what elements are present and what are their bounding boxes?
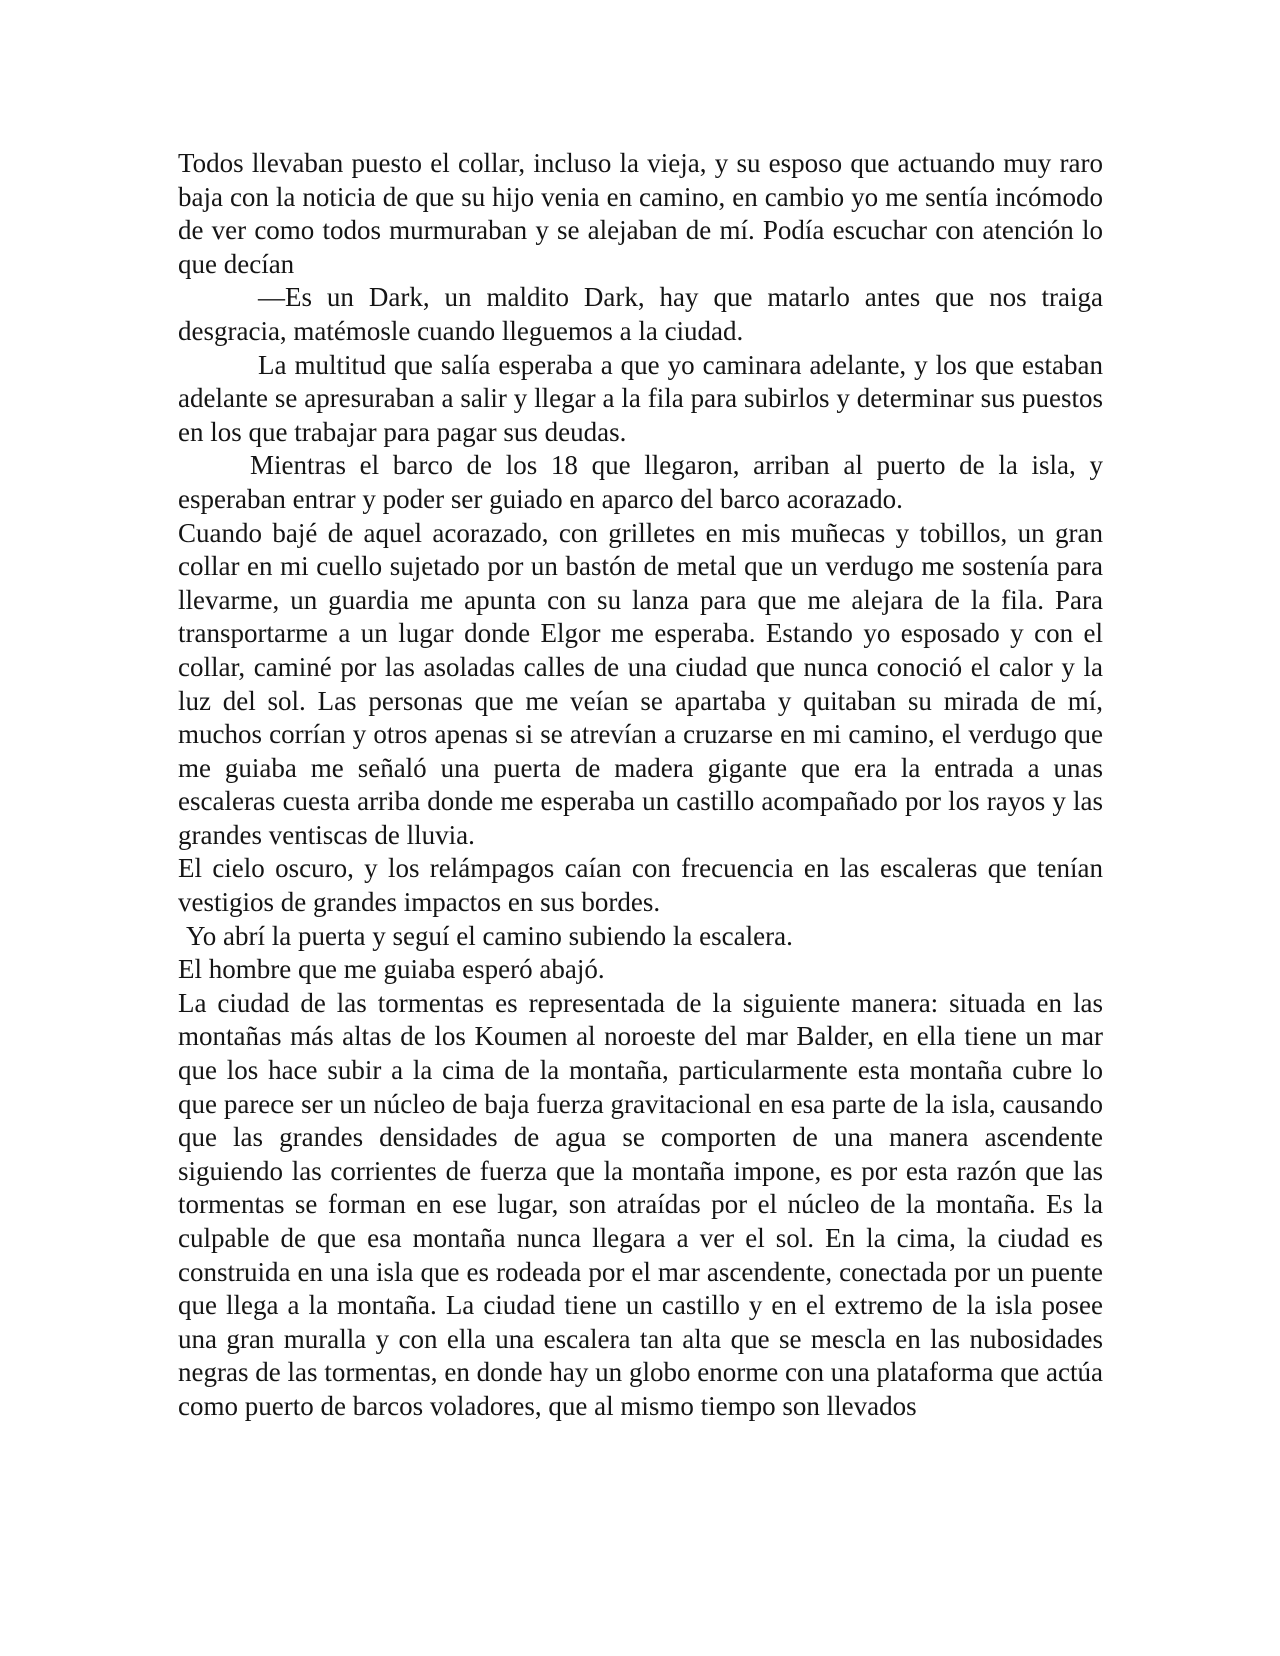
paragraph: Cuando bajé de aquel acorazado, con grilletes en mis muñecas y tobillos, un gran collar en mi cuello sujetado por un bastón de metal que un verdugo me sostenía para llevarme, un guardia me apunta con su lanza para que me alejara de la fila. Para transportarme a un lugar donde Elgor me esperaba. Estando yo esposado y con el collar, caminé por las asoladas calles de una ciudad que nunca conoció el calor y la luz del sol. Las personas que me veían se apartaba y quitaban su mirada de mí, muchos corrían y otros apenas si se atrevían a cruzarse en mi camino, el verdugo que me guiaba me señaló una puerta de madera gigante que era la entrada a unas escaleras cuesta arriba donde me esperaba un castillo acompañado por los rayos y las grandes ventiscas de lluvia.	[178, 517, 1103, 850]
paragraph: Todos llevaban puesto el collar, incluso la vieja, y su esposo que actuando muy raro baja con la noticia de que su hijo venia en camino, en cambio yo me sentía incómodo de ver como todos murmuraban y se alejaban de mí. Podía escuchar con atención lo que decían	[178, 148, 1103, 279]
paragraph: La ciudad de las tormentas es representada de la siguiente manera: situada en las montañas más altas de los Koumen al noroeste del mar Balder, en ella tiene un mar que los hace subir a la cima de la montaña, particularmente esta montaña cubre lo que parece ser un núcleo de baja fuerza gravitacional en esa parte de la isla, causando que las grandes densidades de agua se comporten de una manera ascendente siguiendo las corrientes de fuerza que la montaña impone, es por esta razón que las tormentas se forman en ese lugar, son atraídas por el núcleo de la montaña. Es la culpable de que esa montaña nunca llegara a ver el sol. En la cima, la ciudad es construida en una isla que es rodeada por el mar ascendente, conectada por un puente que llega a la montaña. La ciudad tiene un castillo y en el extremo de la isla posee una gran muralla y con ella una escalera tan alta que se mescla en las nubosidades negras de las tormentas, en donde hay un globo enorme con una plataforma que actúa como puerto de barcos voladores, que al mismo tiempo son llevados	[178, 987, 1103, 1421]
paragraph: El hombre que me guiaba esperó abajó.	[178, 954, 605, 985]
paragraph: Yo abrí la puerta y seguí el camino subiendo la escalera.	[186, 920, 793, 951]
paragraph-dialogue: —Es un Dark, un maldito Dark, hay que matarlo antes que nos traiga desgracia, matémosle cuando lleguemos a la ciudad.	[178, 282, 1103, 346]
paragraph: Mientras el barco de los 18 que llegaron, arriban al puerto de la isla, y esperaban entrar y poder ser guiado en aparco del barco acorazado.	[178, 450, 1103, 514]
body-text	[178, 147, 1103, 1424]
paragraph: El cielo oscuro, y los relámpagos caían con frecuencia en las escaleras que tenían vestigios de grandes impactos en sus bordes.	[178, 853, 1103, 918]
paragraph: La multitud que salía esperaba a que yo caminara adelante, y los que estaban adelante se apresuraban a salir y llegar a la fila para subirlos y determinar sus puestos en los que trabajar para pagar sus deudas.	[178, 349, 1103, 447]
